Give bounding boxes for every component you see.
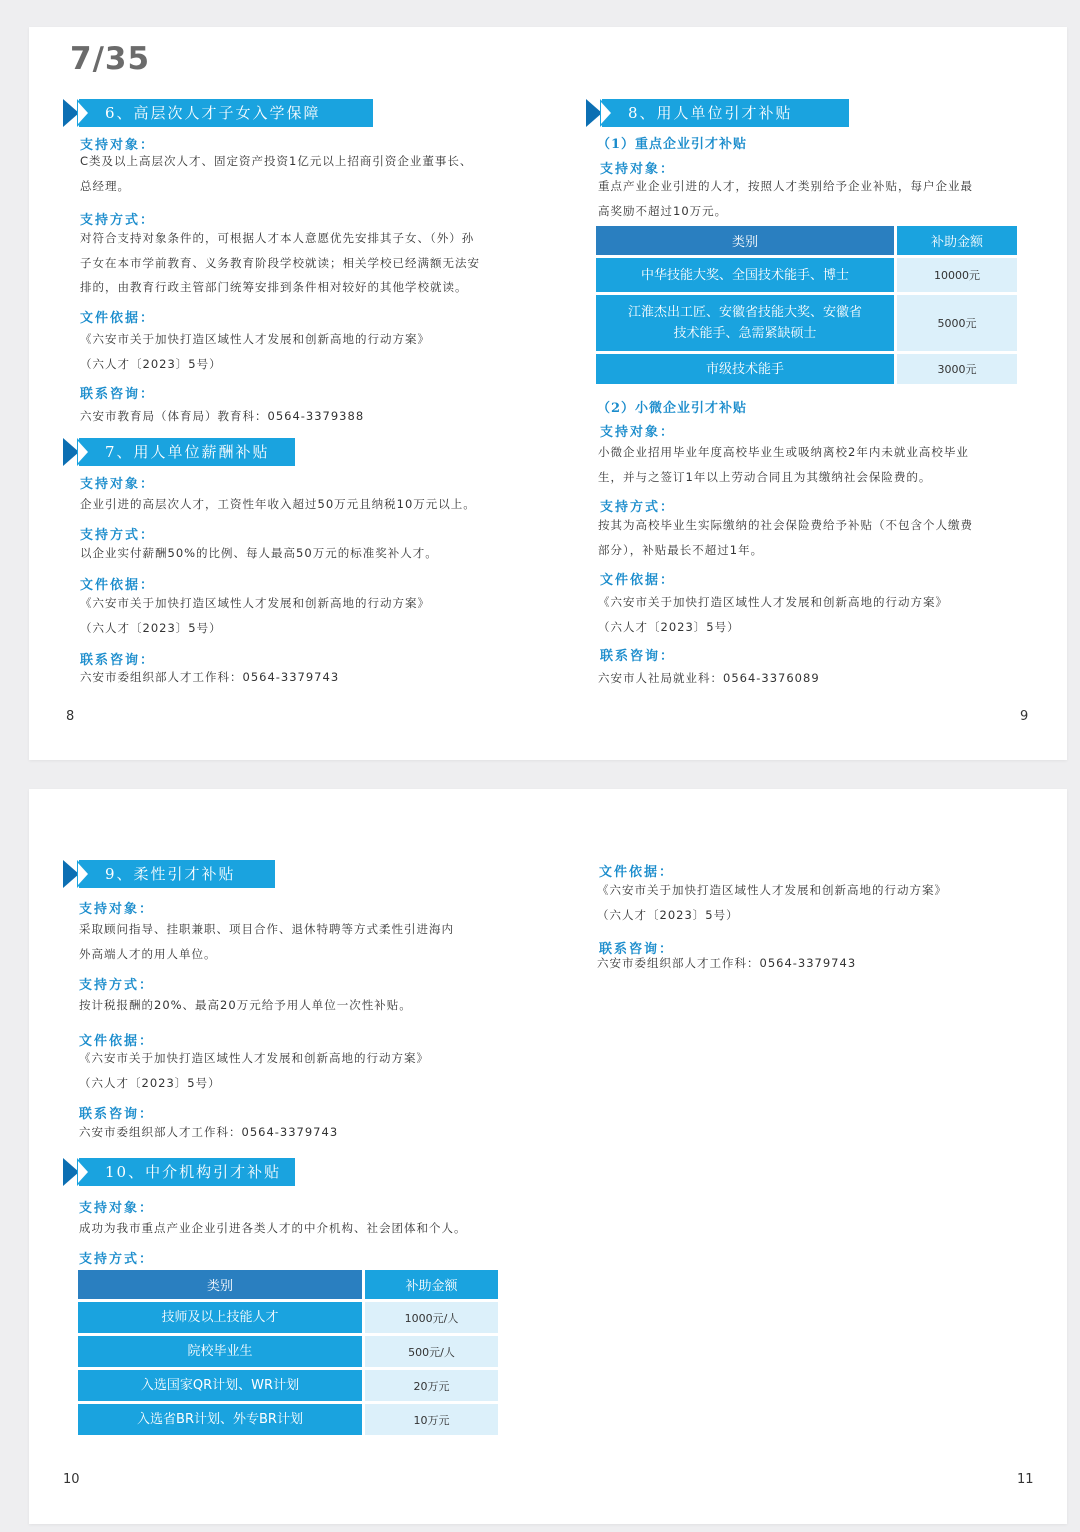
sec9-target-label: 支持对象：	[79, 902, 155, 917]
table-row	[78, 1336, 498, 1367]
sec8-method-label: 支持方式：	[600, 500, 676, 515]
page-number-11: 11	[1017, 1472, 1034, 1487]
sec9-contact-text: 六安市委组织部人才工作科：0564-3379743	[79, 1125, 339, 1139]
sec8-target-text: 重点产业企业引进的人才，按照人才类别给予企业补贴，每户企业最 高奖励不超过10万元。	[598, 179, 973, 218]
page-counter: 7/35	[70, 41, 151, 77]
sec7-target-text: 企业引进的高层次人才，工资性年收入超过50万元且纳税10万元以上。	[80, 497, 476, 511]
page-number-8: 8	[66, 709, 75, 724]
sec8-contact-label: 联系咨询：	[600, 649, 676, 664]
sec9-method-label: 支持方式：	[79, 978, 155, 993]
table-cell-category: 中华技能大奖、全国技术能手、博士	[596, 258, 894, 292]
sec6-basis-text: 《六安市关于加快打造区域性人才发展和创新高地的行动方案》 （六人才〔2023〕5号）	[80, 332, 430, 371]
page-number-10: 10	[63, 1472, 80, 1487]
sec6-method-text: 对符合支持对象条件的，可根据人才本人意愿优先安排其子女、（外）孙 子女在本市学前教育、义务教育阶段学校就读；相关学校已经满额无法安 排的，由教育行政主管部门统筹安排到条件相对较好的其他学校就读。	[80, 231, 480, 294]
sec8-target-label: 支持对象：	[600, 162, 676, 177]
table-cell-amount: 20万元	[362, 1370, 498, 1401]
table-header-row	[78, 1270, 498, 1299]
table-cell-amount: 10000元	[894, 258, 1017, 292]
sec8-method-text: 按其为高校毕业生实际缴纳的社会保险费给予补贴（不包含个人缴费 部分），补贴最长不超过1年。	[598, 518, 973, 557]
section-10-header	[69, 1158, 295, 1186]
table-row	[596, 258, 1017, 292]
table-cell-category: 院校毕业生	[78, 1336, 362, 1367]
section-9-header	[69, 860, 275, 888]
section-8-header	[592, 99, 849, 127]
table-header-amount: 补助金额	[362, 1270, 498, 1299]
sec10-basis-text: 《六安市关于加快打造区域性人才发展和创新高地的行动方案》 （六人才〔2023〕5号）	[597, 883, 947, 922]
page-number-9: 9	[1020, 709, 1029, 724]
sec9-method-text: 按计税报酬的20%、最高20万元给予用人单位一次性补贴。	[79, 998, 412, 1012]
table-row	[596, 354, 1017, 384]
table-cell-amount: 500元/人	[362, 1336, 498, 1367]
section-9-title: 9、柔性引才补贴	[105, 865, 236, 883]
table-cell-amount: 3000元	[894, 354, 1017, 384]
table-cell-category: 江淮杰出工匠、安徽省技能大奖、安徽省 技术能手、急需紧缺硕士	[596, 295, 894, 351]
sec8-contact-text: 六安市人社局就业科：0564-3376089	[598, 671, 820, 685]
sec6-target-label: 支持对象：	[80, 138, 156, 153]
table-row	[596, 295, 1017, 351]
table-cell-category: 市级技术能手	[596, 354, 894, 384]
sec7-basis-text: 《六安市关于加快打造区域性人才发展和创新高地的行动方案》 （六人才〔2023〕5号）	[80, 596, 430, 635]
table-cell-category: 技师及以上技能人才	[78, 1302, 362, 1333]
section-8-title: 8、用人单位引才补贴	[628, 104, 793, 122]
sec9-target-text: 采取顾问指导、挂职兼职、项目合作、退休特聘等方式柔性引进海内 外高端人才的用人单位。	[79, 922, 454, 961]
sec10-target-text: 成功为我市重点产业企业引进各类人才的中介机构、社会团体和个人。	[79, 1221, 467, 1235]
sec8-subsidy-table	[596, 223, 1017, 387]
sec7-basis-label: 文件依据：	[80, 578, 156, 593]
sec8-sub1: （1）重点企业引才补贴	[597, 137, 748, 152]
table-header-category: 类别	[78, 1270, 362, 1299]
section-7-header	[69, 438, 295, 466]
sec8-basis-text: 《六安市关于加快打造区域性人才发展和创新高地的行动方案》 （六人才〔2023〕5号）	[598, 595, 948, 634]
table-header-category: 类别	[596, 226, 894, 255]
sec9-basis-text: 《六安市关于加快打造区域性人才发展和创新高地的行动方案》 （六人才〔2023〕5号）	[79, 1051, 429, 1090]
table-cell-amount: 10万元	[362, 1404, 498, 1435]
section-6-title: 6、高层次人才子女入学保障	[105, 104, 321, 122]
sec10-basis-label: 文件依据：	[599, 865, 675, 880]
sec6-target-text: C类及以上高层次人才、固定资产投资1亿元以上招商引资企业董事长、 总经理。	[80, 154, 473, 193]
sec7-contact-text: 六安市委组织部人才工作科：0564-3379743	[80, 670, 340, 684]
table-header-row	[596, 226, 1017, 255]
sec9-basis-label: 文件依据：	[79, 1034, 155, 1049]
sec7-target-label: 支持对象：	[80, 477, 156, 492]
section-6-header	[69, 99, 373, 127]
sec7-contact-label: 联系咨询：	[80, 653, 156, 668]
table-cell-category: 入选国家QR计划、WR计划	[78, 1370, 362, 1401]
sec6-contact-text: 六安市教育局（体育局）教育科：0564-3379388	[80, 409, 365, 423]
table-header-amount: 补助金额	[894, 226, 1017, 255]
sec6-basis-label: 文件依据：	[80, 311, 156, 326]
sec7-method-text: 以企业实付薪酬50%的比例、每人最高50万元的标准奖补人才。	[80, 546, 438, 560]
sec10-target-label: 支持对象：	[79, 1201, 155, 1216]
sec10-contact-text: 六安市委组织部人才工作科：0564-3379743	[597, 956, 857, 970]
sec6-method-label: 支持方式：	[80, 213, 156, 228]
table-row	[78, 1370, 498, 1401]
table-cell-category: 入选省BR计划、外专BR计划	[78, 1404, 362, 1435]
sec9-contact-label: 联系咨询：	[79, 1107, 155, 1122]
table-cell-amount: 5000元	[894, 295, 1017, 351]
sec8-target2-text: 小微企业招用毕业年度高校毕业生或吸纳离校2年内未就业高校毕业 生，并与之签订1年以上劳动合同且为其缴纳社会保险费的。	[598, 445, 969, 484]
sec10-contact-label: 联系咨询：	[599, 942, 675, 957]
spread-pages-10-11	[29, 789, 1067, 1524]
section-10-title: 10、中介机构引才补贴	[105, 1163, 282, 1181]
table-cell-amount: 1000元/人	[362, 1302, 498, 1333]
section-7-title: 7、用人单位薪酬补贴	[105, 443, 270, 461]
sec10-subsidy-table	[78, 1267, 498, 1438]
sec8-basis-label: 文件依据：	[600, 573, 676, 588]
spread-pages-8-9	[29, 27, 1067, 760]
sec10-method-label: 支持方式：	[79, 1252, 155, 1267]
sec7-method-label: 支持方式：	[80, 528, 156, 543]
sec8-target2-label: 支持对象：	[600, 425, 676, 440]
sec8-sub2: （2）小微企业引才补贴	[597, 401, 748, 416]
table-row	[78, 1404, 498, 1435]
sec6-contact-label: 联系咨询：	[80, 387, 156, 402]
table-row	[78, 1302, 498, 1333]
